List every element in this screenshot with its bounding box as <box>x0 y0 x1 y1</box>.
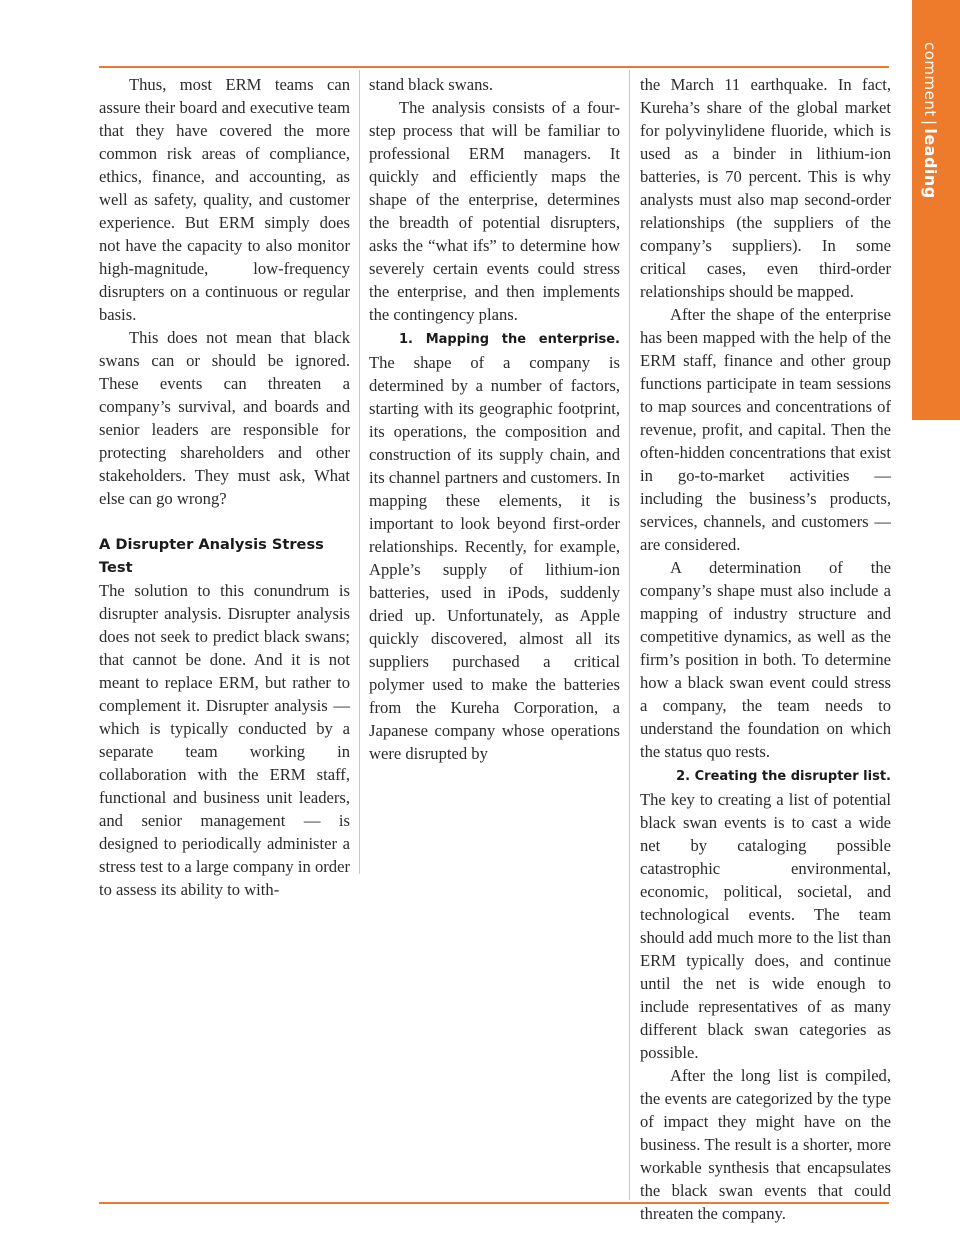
paragraph: A determination of the company’s shape must also include a mapping of industry structure and competitive dynamics, as well as the firm’s position in both. To determine how a black swan event could stress a company, the team needs to understand the foundation on which the status quo rests. <box>640 558 891 761</box>
paragraph: After the long list is compiled, the events are categorized by the type of impact they might have on the business. The result is a shorter, more workable synthesis that encapsulates the black swan events that could threaten the company. <box>640 1066 891 1223</box>
column-divider-2 <box>629 70 630 1200</box>
column-divider-1 <box>359 70 360 874</box>
paragraph: The solution to this conundrum is disrupter analysis. Disrupter analysis does not seek to predict black swans; that cannot be done. And it is not meant to replace ERM, but rather to complement it. Disrupter analysis — which is typically conducted by a separate team working in collaboration with the ERM staff, functional and business unit leaders, and senior management — is designed to periodically administer a stress test to a large company in order to assess its ability to with- <box>99 581 350 899</box>
top-rule <box>99 66 889 68</box>
paragraph <box>640 763 891 788</box>
paragraph: This does not mean that black swans can or should be ignored. These events can threaten a company’s survival, and boards and senior leaders are responsible for protecting shareholders and other stakeholders. They must ask, What else can go wrong? <box>99 328 350 508</box>
step-heading: 2. Creating the disrupter list. <box>676 769 891 784</box>
spacer <box>99 510 350 533</box>
paragraph: The analysis consists of a four-step process that will be familiar to professional ERM managers. It quickly and efficiently maps the shape of the enterprise, determines the breadth of potential disrupters, asks the “what ifs” to determine how severely certain events could stress the enterprise, and then implements the contingency plans. <box>369 98 620 324</box>
text-column-3 <box>640 73 891 1225</box>
section-heading: A Disrupter Analysis Stress Test <box>99 536 324 576</box>
text-column-1 <box>99 73 350 901</box>
section-divider: | <box>921 119 939 126</box>
section-name: comment <box>921 42 939 117</box>
paragraph: Thus, most ERM teams can assure their board and executive team that they have covered the more common risk areas of compliance, ethics, finance, and accounting, as well as safety, quality, and customer experience. But ERM simply does not have the capacity to also monitor high-magnitude, low-frequency disrupters on a continuous or regular basis. <box>99 75 350 324</box>
text-column-2 <box>369 73 620 765</box>
paragraph <box>369 326 620 765</box>
paragraph-body: The shape of a company is determined by a number of factors, starting with its geographic footprint, its operations, the composition and construction of its supply chain, and its channel partners and customers. In mapping these elements, it is important to look beyond first-order relationships. Recently, for example, Apple’s supply of lithium-ion batteries, used in iPods, suddenly dried up. Unfortunately, as Apple quickly discovered, almost all its suppliers purchased a critical polymer used to make the batteries from the Kureha Corporation, a Japanese company whose operations were disrupted by <box>369 353 620 763</box>
subsection-name: leading <box>921 128 940 199</box>
paragraph: The key to creating a list of potential black swan events is to cast a wide net by cataloging possible catastrophic environmental, economic, political, societal, and technological events. The team should add much more to the list than ERM typically does, and continue until the net is wide enough to include representatives of as many different black swan categories as possible. <box>640 790 891 1062</box>
step-heading: 1. Mapping the enterprise. <box>399 332 620 347</box>
paragraph: the March 11 earthquake. In fact, Kureha’s share of the global market for polyvinylidene fluoride, which is used as a binder in lithium-ion batteries, is 70 percent. This is why analysts must also map second-order relationships (the suppliers of the company’s suppliers). In some critical cases, even third-order relationships should be mapped. <box>640 75 891 301</box>
section-label <box>920 42 940 199</box>
paragraph: stand black swans. <box>369 75 493 94</box>
paragraph: After the shape of the enterprise has been mapped with the help of the ERM staff, finance and other group functions participate in team sessions to map sources and concentrations of revenue, profit, and capital. Then the often-hidden concentrations that exist in go-to-market activities — including the business’s products, services, channels, and customers — are considered. <box>640 305 891 554</box>
